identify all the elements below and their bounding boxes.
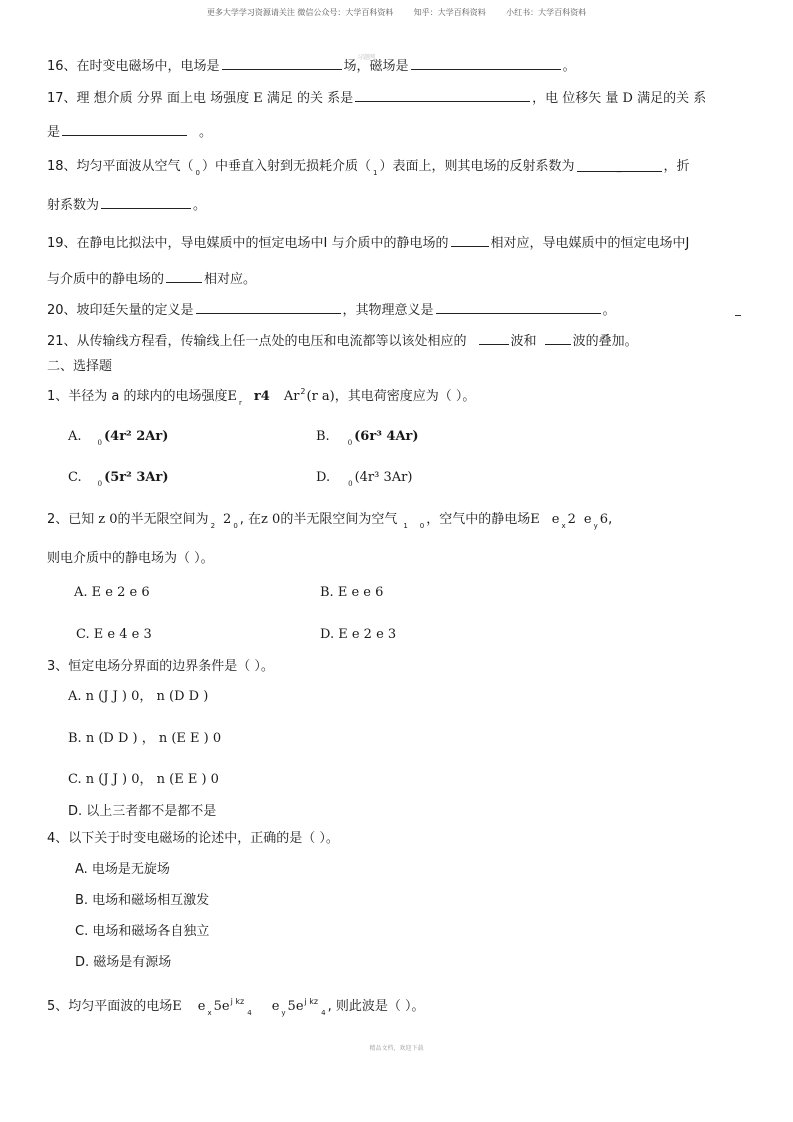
choice-4-stem: 4、以下关于时变电磁场的论述中，正确的是（ ）。 — [47, 831, 339, 846]
blank[interactable] — [355, 89, 530, 102]
blank[interactable]: _ — [577, 159, 662, 172]
question-18: 18、均匀平面波从空气（ $_0$ ）中垂直入射到无损耗介质（ $_1$ ）表面上，则其电场的反射系数为 _ ，折 — [47, 159, 690, 177]
question-20: 20、坡印廷矢量的定义是 ，其物理意义是 。 — [47, 303, 616, 318]
blank[interactable] — [222, 57, 342, 70]
choice-3-A[interactable]: A. n (J J ) 0， n (D D ) — [68, 689, 209, 704]
choice-4-D[interactable]: D. 磁场是有源场 — [75, 955, 172, 970]
choice-3-stem: 3、恒定电场分界面的边界条件是（ ）。 — [47, 659, 274, 674]
blank[interactable] — [451, 234, 489, 247]
blank[interactable] — [166, 270, 202, 283]
choice-1-A[interactable]: A. $_0$ (4r² 2Ar) — [68, 429, 169, 447]
choice-2-stem-cont: 则电介质中的静电场为（ ）。 — [47, 551, 214, 566]
choice-4-B[interactable]: B. 电场和磁场相互激发 — [75, 893, 210, 908]
blank[interactable] — [411, 57, 561, 70]
choice-3-C[interactable]: C. n (J J ) 0， n (E E ) 0 — [68, 772, 219, 787]
question-16: 16、在时变电磁场中，电场是 场，磁场是 。 — [47, 59, 576, 74]
choice-2-stem: 2、已知 z 0的半无限空间为 $_2$ 2 $_0$ , 在z 0的半无限空间为空气 $_1$ $_0$ ，空气中的静电场E e $_x$ 2 e $_y$ 6, — [47, 512, 613, 530]
choice-4-A[interactable]: A. 电场是无旋场 — [75, 862, 170, 877]
question-17-cont: 是 。 — [47, 125, 213, 140]
choice-2-A[interactable]: A. E e 2 e 6 — [74, 585, 150, 600]
question-21: 21、从传输线方程看，传输线上任一点处的电压和电流都等以该处相应的 波和 波的叠加。 — [47, 334, 638, 349]
choice-4-C[interactable]: C. 电场和磁场各自独立 — [75, 924, 210, 939]
choice-3-B[interactable]: B. n (D D ) ， n (E E ) 0 — [68, 731, 222, 746]
choice-5-stem: 5、均匀平面波的电场E e $_x$ $5e^{j kz}_4$ e $_y$ $5e^{j kz}_4$ , 则此波是（ ）。 — [47, 997, 425, 1017]
blank[interactable] — [196, 301, 341, 314]
blank[interactable] — [101, 196, 191, 209]
choice-1-stem: 1、半径为 a 的球内的电场强度E $_r$ r4 Ar$^2$(r a)，其电荷密度应为（ ）。 — [47, 387, 476, 407]
blank[interactable] — [545, 332, 571, 345]
blank[interactable] — [436, 301, 601, 314]
question-19-cont: 与介质中的静电场的 相对应。 — [47, 272, 257, 287]
choice-1-B[interactable]: B. $_0$ (6r³ 4Ar) — [316, 429, 419, 447]
question-19: 19、在静电比拟法中，导电媒质中的恒定电场中I 与介质中的静电场的 相对应，导电媒质中的恒定电场中J — [47, 236, 690, 251]
blank[interactable] — [62, 123, 187, 136]
section-title: 二、选择题 — [47, 359, 113, 374]
choice-1-C[interactable]: C. $_0$ (5r² 3Ar) — [68, 470, 169, 488]
choice-2-B[interactable]: B. E e e 6 — [320, 585, 384, 600]
watermark: 习题网 — [357, 54, 376, 61]
choice-1-D[interactable]: D. $_0$ (4r³ 3Ar) — [316, 470, 413, 488]
question-17: 17、理 想介质 分界 面上电 场强度 E 满足 的关 系是 ，电 位移矢 量 D 满足的关 系 — [47, 91, 707, 106]
dash-mark — [735, 315, 741, 316]
choice-2-C[interactable]: C. E e 4 e 3 — [76, 627, 152, 642]
question-18-cont: 射系数为 。 — [47, 198, 207, 213]
blank[interactable] — [479, 332, 509, 345]
choice-3-D[interactable]: D. 以上三者都不是都不是 — [68, 804, 217, 819]
page-footer: 精品文档，欢迎下载 — [369, 1045, 424, 1052]
choice-2-D[interactable]: D. E e 2 e 3 — [320, 627, 397, 642]
page-header: 更多大学学习资源请关注 微信公众号：大学百科资料 知乎：大学百科资料 小红书：大学百科资料 — [206, 8, 587, 17]
